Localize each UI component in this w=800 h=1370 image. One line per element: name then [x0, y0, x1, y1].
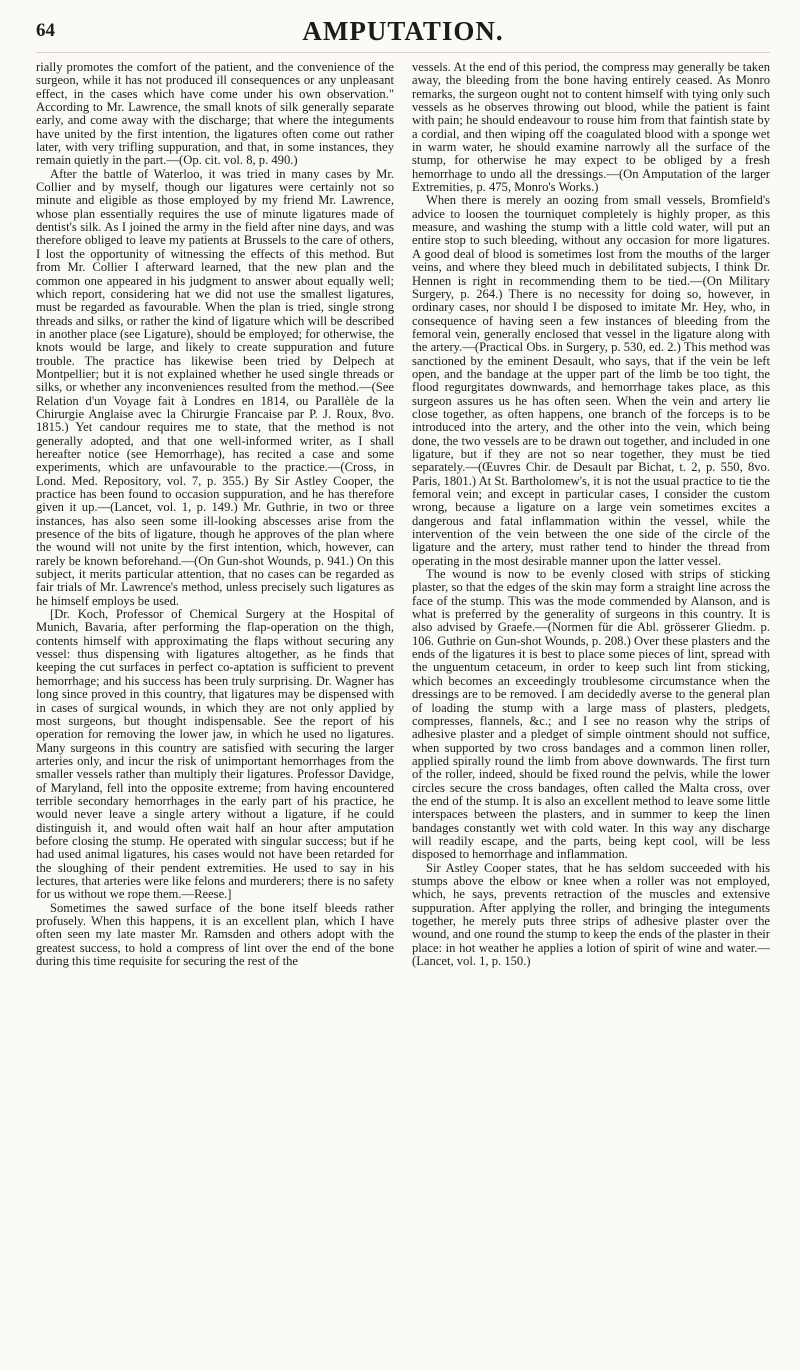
text-columns [36, 61, 770, 1351]
left-column [36, 61, 394, 1351]
paragraph: rially promotes the comfort of the patient, and the convenience of the surgeon, while it has not produced ill consequences or any unpleasant effect, in the cases which have come under his own observation." According to Mr. Lawrence, the small knots of silk generally separate early, and come away with the discharge; that where the integuments have united by the first intention, the ligatures often come out rather later, with very trifling suppuration, and that, in some instances, they remain quietly in the part.—(Op. cit. vol. 8, p. 490.) [36, 61, 394, 168]
paragraph: When there is merely an oozing from small vessels, Bromfield's advice to loosen the tourniquet completely is highly proper, as this measure, and washing the stump with a little cold water, will put an entire stop to such bleeding, without any occasion for more ligatures. A good deal of blood is sometimes lost from the mouths of the larger veins, and where they bleed much in debilitated subjects, I think Dr. Hennen is right in recommending them to be tied.—(On Military Surgery, p. 264.) There is no necessity for doing so, however, in ordinary cases, nor should I be disposed to imitate Mr. Hey, who, in consequence of having seen a few instances of bleeding from the femoral vein, generally enclosed that vessel in the ligature along with the artery.—(Practical Obs. in Surgery, p. 530, ed. 2.) This method was sanctioned by the eminent Desault, who says, that if the vein be left open, and the bandage at the upper part of the limb be too tight, the flood regurgitates downwards, and hemorrhage takes place, as this surgeon assures us he has often seen. When the vein and artery lie close together, as often happens, one branch of the forceps is to be introduced into the artery, and the other into the vein, which being done, the two vessels are to be drawn out together, and included in one ligature, but if they are not so near together, they must be tied separately.—(Œuvres Chir. de Desault par Bichat, t. 2, p. 550, 8vo. Paris, 1801.) At St. Bartholomew's, it is not the usual practice to tie the femoral vein; and except in particular cases, I consider the custom wrong, because a ligature on a large vein sometimes excites a dangerous and fatal inflammation within the vessel, while the intervention of the vein between the one side of the circle of the ligature and the artery, must rather tend to hinder the thread from operating in the most desirable manner upon the latter vessel. [412, 193, 770, 568]
running-head: AMPUTATION. [302, 16, 504, 46]
paragraph: Sir Astley Cooper states, that he has seldom succeeded with his stumps above the elbow or knee when a roller was not employed, which, he says, prevents retraction of the muscles and extensive suppuration. After applying the roller, and bringing the integuments together, he merely puts three strips of adhesive plaster over the wound, and one round the stump to keep the ends of the plaster in their place: in hot weather he applies a lotion of spirit of wine and water.—(Lancet, vol. 1, p. 150.) [412, 860, 770, 969]
paragraph: The wound is now to be evenly closed with strips of sticking plaster, so that the edges of the skin may form a straight line across the face of the stump. This was the mode commended by Alanson, and is what is preferred by the generality of surgeons in this country. It is also advised by Graefe.—(Normen für die Abl. grösserer Gliedm. p. 106. Guthrie on Gun-shot Wounds, p. 208.) Over these plasters and the ends of the ligatures it is best to place some pieces of lint, spread with the unguentum cetaceum, in order to keep such lint from sticking, which becomes an exceedingly troublesome circumstance when the dressings are to be removed. I am decidedly averse to the general plan of loading the stump with a large mass of plasters, pledgets, compresses, flannels, &c.; and I see no reason why the strips of adhesive plaster and a pledget of simple ointment should not suffice, when supported by two cross bandages and a common linen roller, applied spirally round the limb from above downwards. The first turn of the roller, indeed, should be fixed round the pelvis, while the lower circles secure the cross bandages, often called the Malta cross, over the end of the stump. It is also an excellent method to leave some little interspaces between the plasters, and in summer to keep the linen bandages constantly wet with cold water. In this way any discharge will readily escape, and the parts, being kept cool, will be less disposed to hemorrhage and inflammation. [412, 567, 770, 862]
right-column [412, 61, 770, 1351]
paragraph: [Dr. Koch, Professor of Chemical Surgery at the Hospital of Munich, Bavaria, after performing the flap-operation on the thigh, contents himself with approximating the flaps without securing any vessel: thus dispensing with ligatures altogether, as he finds that keeping the cut surfaces in perfect co-aptation is sufficient to prevent hemorrhage; and his success has been truly surprising. Dr. Wagner has long since proved in this country, that ligatures may be dispensed with in cases of surgical wounds, in which they are not only applied by most surgeons, but thought indispensable. See the report of his operation for removing the lower jaw, in which he used no ligatures. Many surgeons in this country are satisfied with securing the larger arteries only, and incur the risk of unimportant hemorrhages from the smaller vessels rather than multiply their ligatures. Professor Davidge, of Maryland, fell into the opposite extreme; from having encountered terrible secondary hemorrhages in the early part of his practice, he would never leave a single artery without a ligature, if he could distinguish it, and would often wait half an hour after amputation before closing the stump. He operated with singular success; but if he had used animal ligatures, his cases would not have been retarded for the sloughing of their pendent extremities. He used to say in his lectures, that arteries were like felons and murderers; there is no safety for us without we rope them.—Reese.] [36, 607, 394, 902]
paragraph: After the battle of Waterloo, it was tried in many cases by Mr. Collier and by myself, though our ligatures were certainly not so minute and eligible as those employed by my friend Mr. Lawrence, whose plan essentially requires the use of minute ligatures made of dentist's silk. As I joined the army in the field after nine days, and was therefore obliged to leave my patients at Brussels to the care of others, I lost the opportunity of witnessing the effects of this method. But from Mr. Collier I afterward learned, that the new plan and the common one appeared in his judgment to answer about equally well; which report, considering hat we did not use the smallest ligatures, must be regarded as favourable. When the plan is tried, single strong threads and silks, or rather the kind of ligature which will be described in another place (see Ligature), should be employed; for otherwise, the knots would be large, and likely to create suppuration and future trouble. The practice has likewise been tried by Delpech at Montpellier; but it is not explained whether he used single threads or silks, or whether any inconveniences resulted from the method.—(See Relation d'un Voyage fait à Londres en 1814, ou Parallèle de la Chirurgie Anglaise avec la Chirurgie Francaise par P. J. Roux, 8vo. 1815.) Yet candour requires me to state, that the method is not generally adopted, and that one well-informed writer, as I shall hereafter notice (see Hemorrhage), has recited a case and some experiments, which are unfavourable to the practice.—(Cross, in Lond. Med. Repository, vol. 7, p. 355.) By Sir Astley Cooper, the practice has been found to occasion suppuration, and he has therefore given it up.—(Lancet, vol. 1, p. 149.) Mr. Guthrie, in two or three instances, has also seen some ill-looking abscesses arise from the presence of the bits of ligature, though he approves of the plan where the wound will not unite by the first intention, which, however, can rarely be known beforehand.—(On Gun-shot Wounds, p. 941.) On this subject, it merits particular attention, that no cases can be regarded as fair trials of Mr. Lawrence's method, unless precisely such ligatures as he himself employs be used. [36, 166, 394, 608]
paragraph: vessels. At the end of this period, the compress may generally be taken away, the bleeding from the bone having entirely ceased. As Monro remarks, the surgeon ought not to content himself with tying only such vessels as he observes throwing out blood, while the patient is faint with pain; he should endeavour to rouse him from that faintish state by a cordial, and then wiping off the coagulated blood with a sponge wet in warm water, he should examine narrowly all the surface of the stump, for otherwise he may expect to be obliged by a fresh hemorrhage to undo all the dressings.—(On Amputation of the larger Extremities, p. 475, Monro's Works.) [412, 61, 770, 195]
paragraph: Sometimes the sawed surface of the bone itself bleeds rather profusely. When this happens, it is an excellent plan, which I have often seen my late master Mr. Ramsden and others adopt with the greatest success, to hold a compress of lint over the end of the bone during this time requisite for securing the rest of the [36, 900, 394, 969]
page-header [36, 12, 770, 53]
page-number: 64 [36, 20, 55, 41]
